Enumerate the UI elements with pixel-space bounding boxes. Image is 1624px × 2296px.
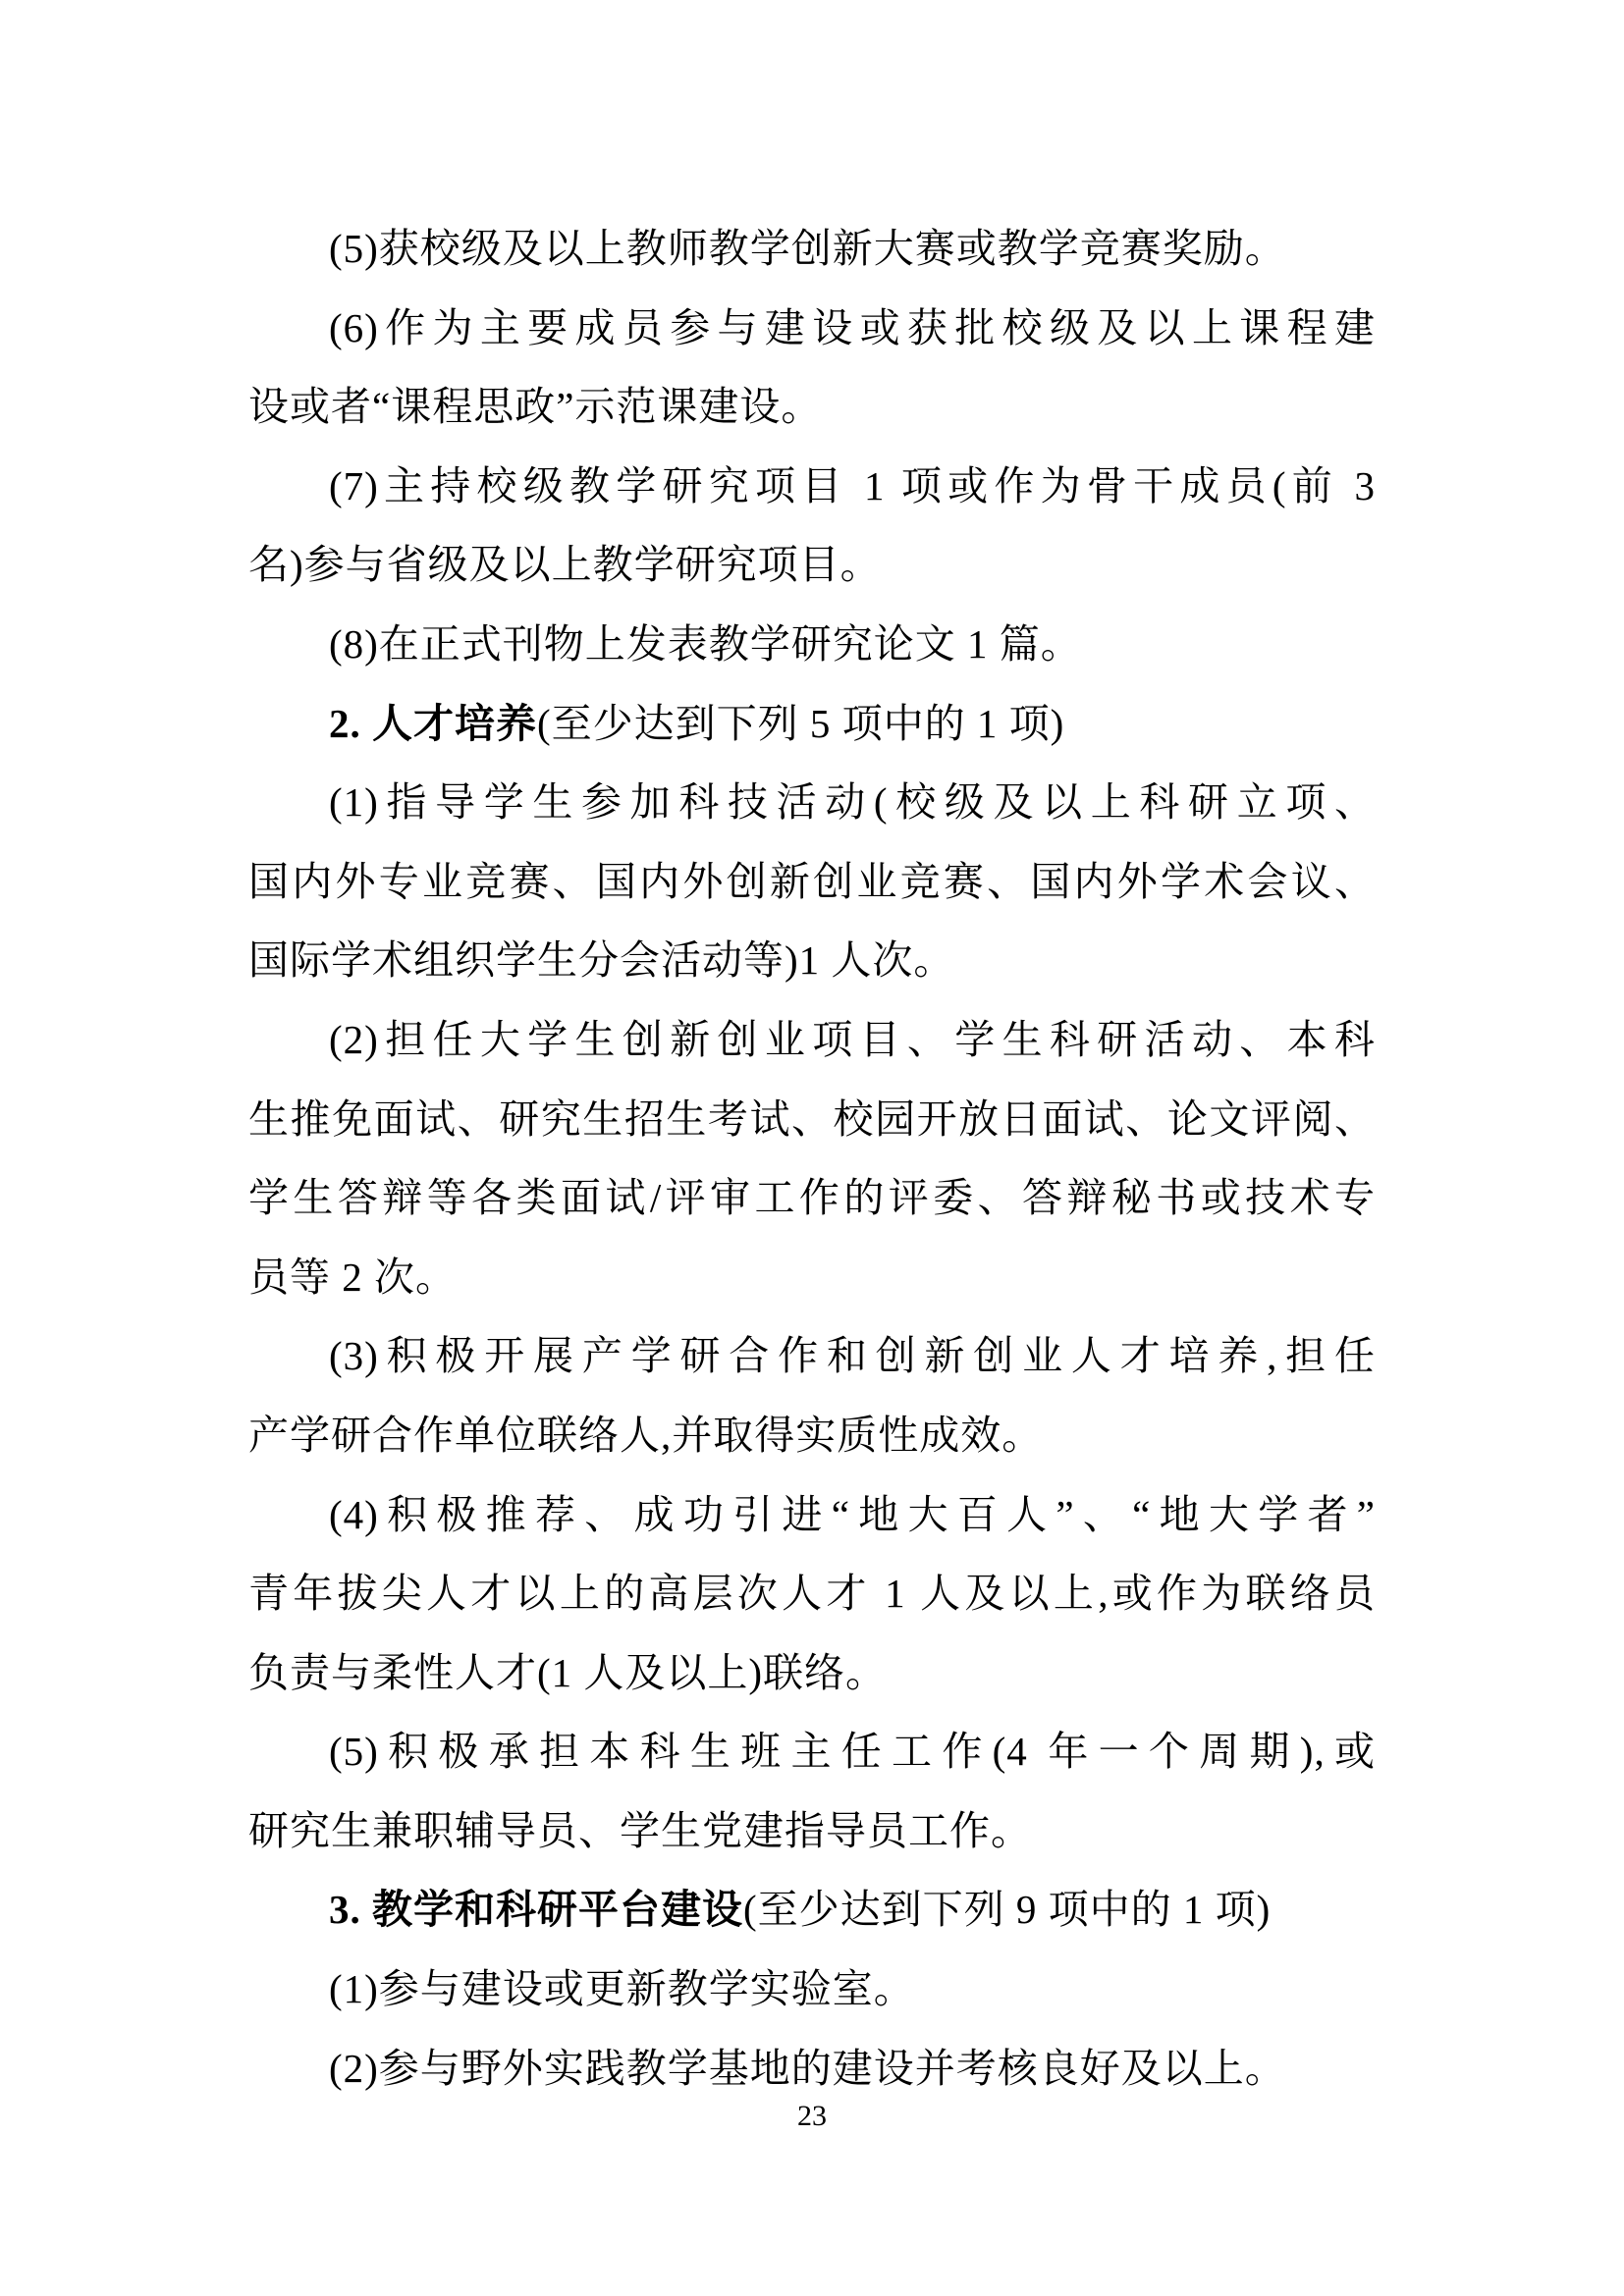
- line-text: (5)积极承担本科生班主任工作(4 年一个周期),或: [329, 1729, 1376, 1775]
- line-text: (2)参与野外实践教学基地的建设并考核良好及以上。: [329, 2045, 1286, 2091]
- line-text: (4)积极推荐、成功引进“地大百人”、“地大学者”: [329, 1491, 1376, 1537]
- line-text: 负责与柔性人才(1 人及以上)联络。: [248, 1649, 888, 1695]
- line-text: (至少达到下列 5 项中的 1 项): [537, 700, 1065, 746]
- line-text: 产学研合作单位联络人,并取得实质性成效。: [248, 1412, 1044, 1458]
- text-line: [248, 1712, 1376, 1791]
- text-line: [248, 1396, 1376, 1475]
- text-line: [248, 1791, 1376, 1871]
- line-text: 员等 2 次。: [248, 1254, 457, 1300]
- line-text: 生推免面试、研究生招生考试、校园开放日面试、论文评阅、: [248, 1095, 1376, 1142]
- text-line: [248, 763, 1376, 842]
- section-heading-text: 2. 人才培养: [329, 700, 537, 746]
- line-text: (6)作为主要成员参与建设或获批校级及以上课程建: [329, 304, 1376, 350]
- text-line: [248, 1158, 1376, 1238]
- text-line: [248, 1870, 1376, 1949]
- document-body: [248, 209, 1376, 2108]
- text-line: [248, 1000, 1376, 1080]
- text-line: [248, 605, 1376, 684]
- text-line: [248, 842, 1376, 922]
- line-text: 青年拔尖人才以上的高层次人才 1 人及以上,或作为联络员: [248, 1571, 1376, 1617]
- text-line: [248, 525, 1376, 605]
- text-line: [248, 447, 1376, 526]
- text-line: [248, 1554, 1376, 1633]
- line-text: 国际学术组织学生分会活动等)1 人次。: [248, 937, 955, 984]
- line-text: 名)参与省级及以上教学研究项目。: [248, 542, 882, 588]
- text-line: [248, 289, 1376, 368]
- text-line: [248, 209, 1376, 289]
- text-line: [248, 1080, 1376, 1159]
- text-line: [248, 684, 1376, 764]
- line-text: (至少达到下列 9 项中的 1 项): [743, 1887, 1272, 1933]
- page-number: 23: [797, 2100, 827, 2132]
- text-line: [248, 1316, 1376, 1396]
- line-text: 学生答辩等各类面试/评审工作的评委、答辩秘书或技术专: [248, 1175, 1376, 1221]
- text-line: [248, 1238, 1376, 1317]
- text-line: [248, 1949, 1376, 2029]
- line-text: 设或者“课程思政”示范课建设。: [248, 384, 823, 430]
- line-text: (1)指导学生参加科技活动(校级及以上科研立项、: [329, 779, 1376, 826]
- text-line: [248, 921, 1376, 1000]
- line-text: (5)获校级及以上教师教学创新大赛或教学竞赛奖励。: [329, 226, 1286, 271]
- line-text: 研究生兼职辅导员、学生党建指导员工作。: [248, 1807, 1032, 1853]
- text-line: [248, 367, 1376, 447]
- line-text: (2)担任大学生创新创业项目、学生科研活动、本科: [329, 1016, 1376, 1062]
- line-text: (7)主持校级教学研究项目 1 项或作为骨干成员(前 3: [329, 462, 1376, 508]
- line-text: 国内外专业竞赛、国内外创新创业竞赛、国内外学术会议、: [248, 858, 1376, 904]
- line-text: (1)参与建设或更新教学实验室。: [329, 1966, 915, 2012]
- section-heading-text: 3. 教学和科研平台建设: [329, 1887, 743, 1933]
- line-text: (8)在正式刊物上发表教学研究论文 1 篇。: [329, 620, 1082, 667]
- line-text: (3)积极开展产学研合作和创新创业人才培养,担任: [329, 1333, 1376, 1379]
- text-line: [248, 1633, 1376, 1713]
- text-line: [248, 1475, 1376, 1555]
- text-line: [248, 2029, 1376, 2109]
